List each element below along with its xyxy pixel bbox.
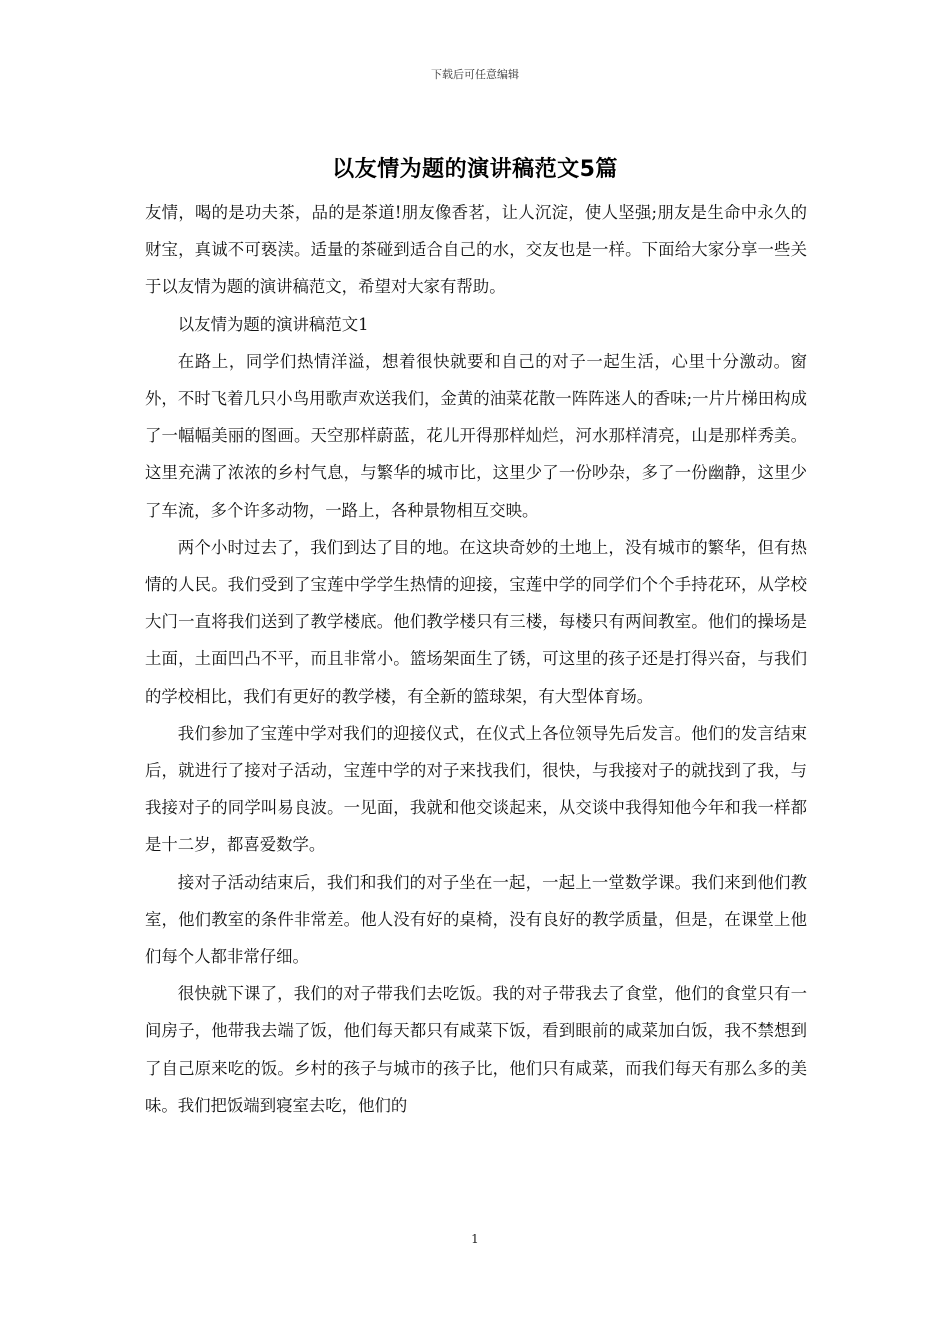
page-header: 下载后可任意编辑 xyxy=(431,68,519,81)
document-body xyxy=(145,194,807,1124)
paragraph: 两个小时过去了，我们到达了目的地。在这块奇妙的土地上，没有城市的繁华，但有热情的人民。我们受到了宝莲中学学生热情的迎接，宝莲中学的同学们个个手持花环，从学校大门一直将我们送到了教学楼底。他们教学楼只有三楼，每楼只有两间教室。他们的操场是土面，土面凹凸不平，而且非常小。篮场架面生了锈，可这里的孩子还是打得兴奋，与我们的学校相比，我们有更好的教学楼，有全新的篮球架，有大型体育场。 xyxy=(145,537,807,706)
paragraph: 以友情为题的演讲稿范文1 xyxy=(177,314,369,334)
paragraph: 很快就下课了，我们的对子带我们去吃饭。我的对子带我去了食堂，他们的食堂只有一间房子，他带我去端了饭，他们每天都只有咸菜下饭，看到眼前的咸菜加白饭，我不禁想到了自己原来吃的饭。乡村的孩子与城市的孩子比，他们只有咸菜，而我们每天有那么多的美味。我们把饭端到寝室去吃，他们的 xyxy=(145,984,807,1115)
paragraph: 我们参加了宝莲中学对我们的迎接仪式，在仪式上各位领导先后发言。他们的发言结束后，就进行了接对子活动，宝莲中学的对子来找我们，很快，与我接对子的就找到了我，与我接对子的同学叫易良波。一见面，我就和他交谈起来，从交谈中我得知他今年和我一样都是十二岁，都喜爱数学。 xyxy=(145,723,807,855)
paragraph: 接对子活动结束后，我们和我们的对子坐在一起，一起上一堂数学课。我们来到他们教室，他们教室的条件非常差。他人没有好的桌椅，没有良好的教学质量，但是，在课堂上他们每个人都非常仔细。 xyxy=(145,872,807,967)
document-title: 以友情为题的演讲稿范文5篇 xyxy=(332,157,618,182)
paragraph: 友情，喝的是功夫茶，品的是茶道!朋友像香茗，让人沉淀，使人坚强;朋友是生命中永久的财宝，真诚不可亵渎。适量的茶碰到适合自己的水，交友也是一样。下面给大家分享一些关于以友情为题的演讲稿范文，希望对大家有帮助。 xyxy=(145,203,807,297)
page-number: 1 xyxy=(471,1232,479,1246)
paragraph: 在路上，同学们热情洋溢，想着很快就要和自己的对子一起生活，心里十分激动。窗外，不时飞着几只小鸟用歌声欢送我们，金黄的油菜花散一阵阵迷人的香味;一片片梯田构成了一幅幅美丽的图画。天空那样蔚蓝，花儿开得那样灿烂，河水那样清亮，山是那样秀美。这里充满了浓浓的乡村气息，与繁华的城市比，这里少了一份吵杂，多了一份幽静，这里少了车流，多个许多动物，一路上，各种景物相互交映。 xyxy=(145,351,807,520)
